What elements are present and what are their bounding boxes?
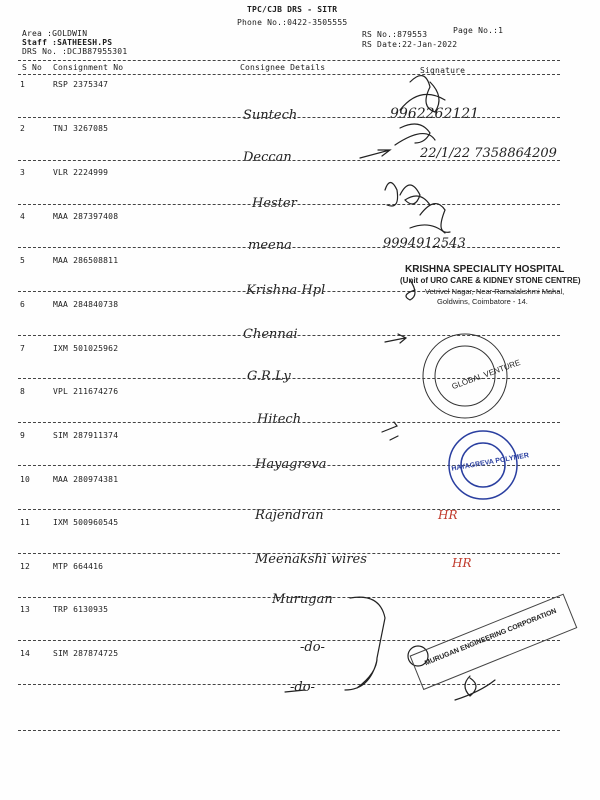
phone-number: Phone No.:0422-3505555 — [237, 18, 348, 27]
row-sno: 4 — [20, 212, 26, 221]
handwritten-date-phone: 22/1/22 7358864209 — [420, 146, 557, 161]
row-sno: 2 — [20, 124, 26, 133]
handwritten-mark-red: HR — [452, 556, 472, 570]
staff-label: Staff :SATHEESH.PS — [22, 38, 113, 47]
col-signature: Signature — [420, 66, 466, 75]
row-sno: 14 — [20, 649, 31, 658]
consignee-handwritten: Murugan — [272, 592, 333, 607]
consignee-handwritten: Meenakshi wires — [255, 552, 367, 567]
col-consignment: Consignment No — [53, 63, 124, 72]
consignee-handwritten: Rajendran — [255, 508, 324, 523]
row-consignment: MAA 287397408 — [53, 212, 119, 221]
signature-3 — [385, 183, 430, 207]
hospital-address-2: Goldwins, Coimbatore - 14. — [437, 297, 528, 306]
consignee-handwritten: Krishna Hpl — [246, 283, 326, 298]
row-consignment: RSP 2375347 — [53, 80, 109, 89]
row-consignment: MTP 664416 — [53, 562, 104, 571]
handwritten-phone: 9962262121 — [390, 106, 480, 122]
row-consignment: MAA 284840738 — [53, 300, 119, 309]
consignee-handwritten: Hitech — [257, 412, 302, 427]
document-title: TPC/CJB DRS - SITR — [247, 5, 338, 14]
consignee-handwritten: Hester — [252, 196, 297, 211]
consignee-handwritten: Chennai — [243, 327, 298, 342]
consignee-handwritten: Deccan — [243, 150, 292, 165]
signature-1 — [400, 76, 445, 112]
row-sno: 11 — [20, 518, 31, 527]
col-consignee: Consignee Details — [240, 63, 326, 72]
row-consignment: IXM 500960545 — [53, 518, 119, 527]
col-sno: S No — [22, 63, 43, 72]
row-sno: 8 — [20, 387, 26, 396]
stamp-text-murugan: MURUGAN ENGINEERING CORPORATION — [423, 607, 558, 668]
row-sno: 3 — [20, 168, 26, 177]
row-consignment: SIM 287911374 — [53, 431, 119, 440]
consignee-handwritten: Suntech — [243, 108, 298, 123]
consignee-handwritten: Hayagreva — [255, 457, 327, 472]
hospital-unit: (Unit of URO CARE & KIDNEY STONE CENTRE) — [400, 276, 581, 285]
handwritten-mark-red: HR — [438, 508, 458, 522]
row-consignment: TRP 6130935 — [53, 605, 109, 614]
underline-row-15 — [285, 690, 305, 692]
signature-2 — [360, 124, 435, 158]
row-consignment: VPL 211674276 — [53, 387, 119, 396]
row-consignment: SIM 287874725 — [53, 649, 119, 658]
row-sno: 6 — [20, 300, 26, 309]
consignee-handwritten: -do- — [290, 680, 315, 695]
consignee-handwritten: -do- — [300, 640, 325, 655]
signature-14 — [455, 676, 495, 700]
consignee-handwritten: G.R.Ly — [247, 369, 291, 384]
drs-number: DRS No. :DCJB87955301 — [22, 47, 128, 56]
row-sno: 13 — [20, 605, 31, 614]
signature-4 — [410, 204, 450, 233]
row-consignment: MAA 286508811 — [53, 256, 119, 265]
row-sno: 7 — [20, 344, 26, 353]
row-consignment: MAA 280974381 — [53, 475, 119, 484]
arrow-6 — [385, 334, 406, 343]
signature-5 — [406, 280, 415, 300]
hospital-address-1: Vetrivel Nagar, Near Ramalakshmi Mahal, — [425, 287, 565, 296]
row-sno: 12 — [20, 562, 31, 571]
rs-date: RS Date:22-Jan-2022 — [362, 40, 458, 49]
page-number: Page No.:1 — [453, 26, 504, 35]
bracket — [345, 597, 385, 690]
arrow-8 — [382, 422, 398, 440]
stamp-text-global-venture: GLOBAL VENTURE — [450, 357, 522, 392]
row-sno: 9 — [20, 431, 26, 440]
stamp-text-hayagreva: HAYAGREVA POLYMER — [450, 452, 530, 473]
row-sno: 1 — [20, 80, 26, 89]
hospital-name: KRISHNA SPECIALITY HOSPITAL — [405, 264, 565, 275]
rs-number: RS No.:879553 — [362, 30, 428, 39]
consignee-handwritten: meena — [248, 238, 292, 253]
row-sno: 10 — [20, 475, 31, 484]
handwritten-phone: 9994912543 — [383, 236, 466, 251]
area-label: Area :GOLDWIN — [22, 29, 88, 38]
row-consignment: TNJ 3267085 — [53, 124, 109, 133]
row-consignment: IXM 501025962 — [53, 344, 119, 353]
row-sno: 5 — [20, 256, 26, 265]
row-consignment: VLR 2224999 — [53, 168, 109, 177]
